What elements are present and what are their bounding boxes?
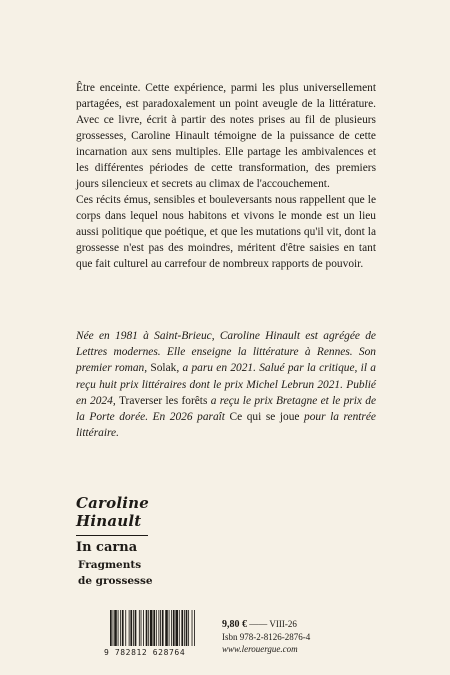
bio-text-1: Née en 1981 à Saint-Brieuc, Caroline Hinault est agrégée de Lettres modernes. Elle enseigne la littérature à Rennes. Son premier roman, xyxy=(76,330,376,375)
barcode-bar xyxy=(129,610,130,646)
barcode-bar xyxy=(153,610,155,646)
barcode-bar xyxy=(113,610,114,646)
barcode-bar xyxy=(184,610,185,646)
barcode-bar xyxy=(169,610,170,646)
book-branding xyxy=(76,494,176,588)
bio-text-2: , a paru en 2021. Salué par la critique, il a reçu huit prix littéraires dont le prix Michel Lebrun 2021. Publié en 2024, xyxy=(76,362,376,407)
barcode-bar xyxy=(192,610,193,646)
barcode-bar xyxy=(130,610,132,646)
barcode-bars xyxy=(104,610,216,648)
barcode-bar xyxy=(175,610,178,646)
barcode xyxy=(104,610,216,658)
barcode-bar xyxy=(173,610,175,646)
barcode-bar xyxy=(118,610,119,646)
barcode-bar xyxy=(148,610,149,646)
book-subtitle-line-1: Fragments xyxy=(78,559,142,571)
barcode-bar xyxy=(171,610,172,646)
author-name-line-2: Hinault xyxy=(76,512,142,530)
barcode-bar xyxy=(125,610,126,646)
barcode-bar xyxy=(179,610,180,646)
bio-text-4: pour la rentrée littéraire. xyxy=(76,411,376,440)
barcode-bar xyxy=(122,610,124,646)
barcode-bar xyxy=(156,610,157,646)
barcode-bar xyxy=(150,610,153,646)
bio-book-title-2: Traverser les forêts xyxy=(118,394,208,407)
barcode-bar xyxy=(133,610,134,646)
blurb-paragraph-2: Ces récits émus, sensibles et bouleversants nous rappellent que le corps dans lequel nous habitons et vivons le monde est un lieu aussi politique que poétique, et que les mutations qu'il vit, dont la grossesse n'est pas des moindres, méritent d'être saisies en tant que fait culturel au carrefour de nombreux rapports de pouvoir. xyxy=(76,194,376,270)
barcode-bar xyxy=(181,610,183,646)
barcode-bar xyxy=(141,610,142,646)
isbn: Isbn 978-2-8126-2876-4 xyxy=(222,632,311,642)
publisher-info xyxy=(222,618,372,655)
price: 9,80 € xyxy=(222,619,247,630)
barcode-bar xyxy=(186,610,188,646)
price-row xyxy=(222,618,372,631)
barcode-bar xyxy=(120,610,121,646)
book-title: In carna xyxy=(76,540,138,555)
barcode-bar xyxy=(188,610,189,646)
bio-book-title-1: Solak xyxy=(150,362,177,375)
bio-book-title-3: Ce qui se joue xyxy=(229,411,300,424)
barcode-bar xyxy=(158,610,159,646)
barcode-bar xyxy=(139,610,140,646)
bio-text-3: a reçu le prix Bretagne et le prix de la Porte dorée. En 2026 paraît xyxy=(76,394,377,424)
divider xyxy=(76,535,148,536)
barcode-bar xyxy=(194,610,195,646)
barcode-bar xyxy=(110,610,112,646)
barcode-bar xyxy=(146,610,148,646)
author-bio xyxy=(76,328,376,441)
barcode-bar xyxy=(162,610,164,646)
barcode-number: 9 782812 628764 xyxy=(104,648,186,657)
separator: —— xyxy=(249,619,268,629)
barcode-bar xyxy=(135,610,137,646)
edition-code: VIII-26 xyxy=(269,619,297,629)
barcode-bar xyxy=(165,610,168,646)
book-subtitle-line-2: de grossesse xyxy=(78,575,153,587)
barcode-bar xyxy=(114,610,117,646)
website: www.lerouergue.com xyxy=(222,644,298,654)
barcode-bar xyxy=(143,610,144,646)
author-name-line-1: Caroline xyxy=(76,494,150,512)
barcode-bar xyxy=(160,610,161,646)
blurb xyxy=(76,80,376,272)
blurb-paragraph-1: Être enceinte. Cette expérience, parmi les plus universellement partagées, est paradoxalement un point aveugle de la littérature. Avec ce livre, écrit à partir des notes prises au fil de plusieurs grossesses, Caroline Hinault témoigne de la puissance de cette incarnation aux sens multiples. Elle partage les ambivalences et les différentes périodes de cette transformation, des premiers jours silencieux et secrets au climax de l'accouchement. xyxy=(76,82,376,190)
bio-paragraph xyxy=(76,328,376,441)
